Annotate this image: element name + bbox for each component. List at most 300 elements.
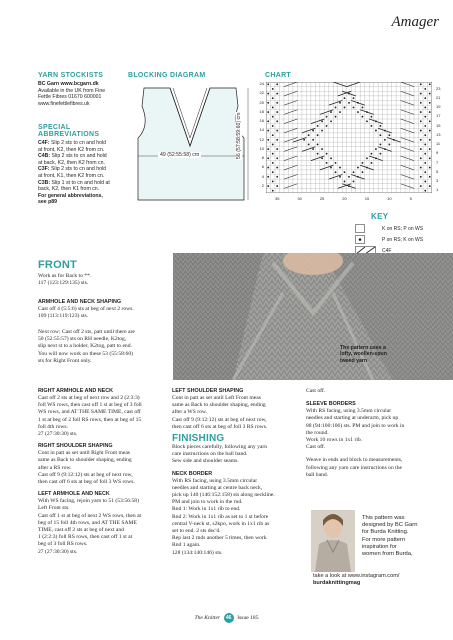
key-heading: KEY — [371, 212, 389, 221]
next-row-instructions — [38, 329, 170, 365]
purl-stitch — [429, 83, 431, 85]
chart-row-label: 24 — [259, 81, 264, 86]
left-armhole-heading: LEFT ARMHOLE AND NECK — [38, 491, 110, 498]
purl-stitch — [276, 120, 278, 122]
purl-stitch — [276, 83, 278, 85]
purl-stitch — [335, 171, 337, 173]
abbrev-text: Slip 1 st to cn and hold at — [50, 179, 110, 186]
purl-stitch — [272, 181, 274, 183]
purl-stitch — [424, 144, 426, 146]
purl-stitch — [344, 107, 346, 109]
neck-border-body — [172, 478, 307, 557]
text-line: the round. — [306, 429, 329, 436]
purl-stitch — [339, 176, 341, 178]
text-line: Work 10 rows in 1x1 rib. — [306, 437, 363, 444]
special-abbreviations — [38, 124, 130, 206]
text-line: You will now work on these 53 (55:58:60) — [38, 350, 133, 357]
chart-row-label: 16 — [259, 118, 264, 123]
chart-row-label: 17 — [436, 113, 441, 119]
purl-stitch — [380, 125, 382, 127]
purl-stitch — [267, 157, 269, 159]
text-line: 50 (52:55:57) sts on RH needle, K2tog, — [38, 336, 127, 343]
purl-stitch — [276, 157, 278, 159]
purl-stitch — [429, 185, 431, 187]
text-line: same as Back to shoulder shaping, ending — [172, 402, 266, 409]
purl-stitch — [272, 88, 274, 90]
chart-row-label: 2 — [261, 182, 264, 188]
chart-row-label: 14 — [259, 127, 264, 133]
purl-stitch — [424, 107, 426, 109]
purl-stitch — [267, 176, 269, 178]
purl-stitch — [357, 111, 359, 113]
purl-stitch — [335, 162, 337, 164]
purl-stitch — [357, 167, 359, 169]
key-symbol-blank — [355, 224, 377, 233]
purl-stitch — [424, 88, 426, 90]
text-line: 1 (2:2:3) foll RS rows, then cast off 1 st at — [38, 534, 133, 541]
right-shoulder-body — [38, 450, 168, 486]
purl-stitch — [272, 190, 274, 192]
text-line: 27 (27:30:30) sts. — [38, 548, 78, 555]
chart-row-label: 20 — [259, 99, 264, 105]
text-line: sts for Right Front only. — [38, 357, 92, 364]
purl-stitch — [380, 134, 382, 136]
abbrev-item — [38, 186, 130, 193]
text-line: Rnd 1: Work in 1x1 rib to end. — [172, 506, 241, 513]
purl-stitch — [330, 157, 332, 159]
purl-stitch — [388, 144, 390, 146]
text-line: 109 (113:119:123) sts. — [38, 313, 89, 320]
purl-stitch — [353, 107, 355, 109]
yarn-stockists — [38, 72, 128, 107]
text-line: foll 4th rows. — [38, 423, 68, 430]
purl-stitch — [420, 83, 422, 85]
text-line: Cast off 9 (9:12:12) sts at beg of next row, — [172, 416, 267, 423]
purl-stitch — [371, 116, 373, 118]
abbrev-text: Slip 2 sts to cn and hold — [49, 140, 107, 146]
yarn-stockists-heading: YARN STOCKISTS — [38, 72, 104, 79]
purl-stitch — [321, 157, 323, 159]
chart-col-label: 10 — [387, 196, 392, 201]
purl-stitch — [429, 93, 431, 95]
text-line: 128 (134:140:146) sts. — [172, 549, 223, 556]
purl-stitch — [312, 139, 314, 141]
chart-col-label: 30 — [297, 196, 302, 201]
cast-off-text: Cast off. — [306, 388, 326, 394]
text-line: 27 (27:30:30) sts. — [38, 431, 78, 438]
column-1 — [38, 388, 168, 556]
text-line: Cont in patt as set until Right Front meas — [38, 450, 130, 457]
purl-stitch — [267, 148, 269, 150]
purl-stitch — [380, 153, 382, 155]
purl-stitch — [353, 97, 355, 99]
promo-link — [313, 573, 453, 587]
text-line: This pattern was — [362, 515, 405, 521]
purl-stitch — [429, 120, 431, 122]
purl-stitch — [317, 125, 319, 127]
abbrev-item — [38, 153, 130, 160]
left-shoulder-body — [172, 395, 307, 431]
text-line: set to end. 2 sts dec'd. — [172, 528, 221, 535]
purl-stitch — [424, 181, 426, 183]
purl-stitch — [420, 185, 422, 187]
purl-stitch — [339, 167, 341, 169]
purl-stitch — [375, 130, 377, 132]
purl-stitch — [424, 190, 426, 192]
purl-stitch — [326, 116, 328, 118]
text-line: For more pattern — [362, 536, 406, 543]
purl-stitch — [348, 176, 350, 178]
abbrev-text: Slip 2 sts to cn and hold — [49, 166, 107, 173]
chart-row-label: 11 — [436, 141, 441, 147]
purl-stitch — [362, 171, 364, 173]
purl-stitch — [276, 102, 278, 104]
key-label: C4F — [382, 247, 392, 254]
abbrev-text: at front, K1, then K2 from cn. — [38, 172, 105, 179]
text-line: pick up 140 (146:152:158) sts along neckline. — [172, 492, 275, 499]
abbrev-item — [38, 147, 130, 154]
chart-row-label: 12 — [259, 136, 264, 142]
abbrev-key: C4F: — [38, 140, 50, 146]
text-line: Cast off 1 st at beg of next 2 WS rows, then at — [38, 512, 142, 519]
text-line: 88 (94:100:106) sts. PM and join to work in — [306, 422, 405, 429]
purl-stitch — [420, 167, 422, 169]
caption-line: tweed yarn — [340, 357, 368, 364]
chart-row-label: 18 — [259, 108, 264, 114]
purl-stitch — [424, 125, 426, 127]
key-item — [355, 234, 450, 245]
text-line: inspiration for — [362, 543, 397, 550]
front-intro-line: Work as for Back to **. — [38, 273, 92, 279]
purl-stitch — [388, 134, 390, 136]
yarn-line: www.finefettlefibres.uk — [38, 100, 90, 107]
purl-stitch — [267, 185, 269, 187]
purl-stitch — [420, 93, 422, 95]
footer-issue: Issue 185 — [237, 615, 259, 621]
purl-stitch — [344, 97, 346, 99]
page-footer — [0, 613, 453, 623]
purl-stitch — [353, 171, 355, 173]
chart-col-label: 35 — [274, 196, 280, 201]
purl-stitch — [312, 130, 314, 132]
text-line: central V-neck st, s2kpo, work in 1x1 rib as — [172, 520, 270, 527]
purl-stitch — [335, 107, 337, 109]
purl-stitch — [272, 144, 274, 146]
abbrev-text: back, K2, then K1 from cn. — [38, 186, 100, 193]
general-abbrev-note: see p89 — [38, 199, 58, 206]
promo-link-text: take a look at www.instagram.com/ — [313, 573, 400, 579]
purl-stitch — [267, 130, 269, 132]
purl-stitch — [344, 181, 346, 183]
right-armhole-body — [38, 395, 168, 438]
text-line: TIME, cast off 2 sts at beg of next and — [38, 527, 124, 534]
front-intro-line: 117 (123:129:135) sts. — [38, 280, 89, 287]
text-line: With RS facing, using 3.5mm circular — [306, 408, 392, 415]
purl-stitch — [420, 139, 422, 141]
chart-row-label: 19 — [436, 104, 441, 110]
purl-stitch — [420, 176, 422, 178]
chart-col-label: 20 — [342, 196, 347, 201]
text-line: Cast off 4 (5:5:6) sts at beg of next 2 rows. — [38, 306, 134, 312]
chart-col-labels — [266, 196, 432, 203]
key-item — [355, 223, 450, 234]
purl-stitch — [420, 130, 422, 132]
purl-stitch — [267, 83, 269, 85]
text-line: needles and starting at underarm, pick up — [306, 415, 399, 422]
text-line: Block pieces carefully, following any yarn — [172, 444, 268, 451]
purl-stitch — [429, 111, 431, 113]
abbrev-heading: SPECIAL — [38, 124, 71, 131]
purl-stitch — [267, 167, 269, 169]
purl-stitch — [424, 153, 426, 155]
text-line: beg of 3 foll RS rows. — [38, 541, 88, 548]
abbrev-item — [38, 180, 130, 187]
text-line: foll WS rows, then cast off 1 st at beg of 3 foll — [38, 402, 142, 409]
purl-stitch — [371, 162, 373, 164]
footer-page-number: 46 — [224, 613, 234, 623]
purl-stitch — [348, 102, 350, 104]
purl-stitch — [420, 111, 422, 113]
purl-stitch — [429, 130, 431, 132]
text-line: Cast off. — [306, 444, 326, 451]
column-3 — [306, 388, 446, 479]
purl-stitch — [276, 167, 278, 169]
purl-stitch — [276, 111, 278, 113]
purl-stitch — [424, 134, 426, 136]
abbrev-text: at front, K2, then K2 from cn. — [38, 146, 105, 153]
purl-stitch — [339, 102, 341, 104]
text-line: Cast off 9 (9:12:12) sts at beg of next row, — [38, 471, 133, 478]
text-line: With WS facing, rejoin yarn to 51 (53:56:58) — [38, 498, 139, 505]
yarn-line: Fettle Fibres 01670 600001 — [38, 94, 102, 101]
text-line: PM and join to work in the rnd. — [172, 499, 243, 506]
purl-stitch — [371, 153, 373, 155]
neck-border-heading: NECK BORDER — [172, 470, 213, 477]
text-line: same as Back to shoulder shaping, ending — [38, 457, 132, 464]
purl-stitch — [272, 107, 274, 109]
text-line: after a WS row. — [172, 409, 207, 416]
purl-stitch — [272, 125, 274, 127]
finishing-heading: FINISHING — [172, 433, 225, 445]
purl-stitch — [330, 167, 332, 169]
abbrev-key: C3F: — [38, 166, 50, 173]
key-symbol-dot — [355, 235, 377, 244]
purl-stitch — [420, 157, 422, 159]
abbrev-heading: ABBREVIATIONS — [38, 131, 100, 138]
page-title: Amager — [391, 14, 439, 30]
chart-row-label: 13 — [436, 131, 441, 137]
caption-line: lofty, woollen-spun — [340, 351, 387, 358]
purl-stitch — [424, 97, 426, 99]
chart-row-label: 3 — [436, 178, 439, 184]
chart-row-label: 5 — [436, 168, 439, 174]
purl-stitch — [317, 134, 319, 136]
text-line: 1 st at beg of 2 foll RS rows, then at beg of 15 — [38, 416, 142, 423]
promo-link-line — [313, 573, 453, 580]
text-line: slip next st to a holder, K2tog, patt to end. — [38, 343, 132, 350]
abbrev-text: at back, K2, then K2 from cn. — [38, 159, 105, 166]
column-2 — [172, 388, 307, 557]
left-shoulder-heading: LEFT SHOULDER SHAPING — [172, 388, 244, 394]
front-intro — [38, 273, 168, 287]
purl-stitch — [267, 120, 269, 122]
promo-text — [362, 515, 452, 558]
purl-stitch — [326, 153, 328, 155]
purl-stitch — [366, 157, 368, 159]
chart-row-label: 9 — [436, 150, 439, 156]
purl-stitch — [344, 171, 346, 173]
purl-stitch — [308, 134, 310, 136]
purl-stitch — [308, 144, 310, 146]
purl-stitch — [267, 93, 269, 95]
abbrev-key: C4B: — [38, 153, 51, 160]
purl-stitch — [276, 130, 278, 132]
text-line: Cast off 2 sts at beg of next row and 2 (2:3:3) — [38, 395, 140, 401]
text-line: Rnd 1 again. — [172, 542, 201, 549]
blocking-width-label: 49 (52:55:58) cm — [160, 152, 200, 158]
chart-row-label: 22 — [259, 90, 264, 96]
key-label: K on RS; P on WS — [382, 225, 424, 232]
front-heading: FRONT — [38, 259, 77, 271]
purl-stitch — [330, 111, 332, 113]
purl-stitch — [420, 120, 422, 122]
text-line: Rnd 2: Work in 1x1 rib as set to 1 st before — [172, 513, 269, 520]
purl-stitch — [321, 148, 323, 150]
purl-stitch — [276, 148, 278, 150]
purl-stitch — [326, 162, 328, 164]
purl-stitch — [424, 171, 426, 173]
weave-body — [306, 457, 446, 479]
sleeve-borders-heading: SLEEVE BORDERS — [306, 401, 356, 408]
chart-row-label: 23 — [436, 85, 441, 91]
text-line: Cont in patt as set until Left Front meas — [172, 395, 261, 401]
purl-stitch — [312, 148, 314, 150]
purl-stitch — [321, 120, 323, 122]
text-line: ball band. — [306, 471, 329, 478]
text-line: Left Front sts. — [38, 505, 70, 512]
key-label: P on RS; K on WS — [382, 236, 424, 243]
chart-row-label: 8 — [261, 155, 264, 160]
promo-link-line[interactable]: burdaknittingmag — [313, 580, 361, 586]
purl-stitch — [276, 185, 278, 187]
left-armhole-body — [38, 498, 168, 556]
abbrev-item — [38, 160, 130, 167]
purl-stitch — [375, 148, 377, 150]
purl-stitch — [335, 116, 337, 118]
purl-stitch — [362, 162, 364, 164]
text-line: With RS facing, using 3.5mm circular — [172, 477, 258, 484]
text-line: Sew side and shoulder seams. — [172, 458, 239, 465]
purl-stitch — [339, 111, 341, 113]
purl-stitch — [366, 120, 368, 122]
abbrev-item — [38, 140, 130, 147]
text-line: WS rows, and AT THE SAME TIME, cast off — [38, 409, 141, 416]
purl-stitch — [276, 176, 278, 178]
chart-heading: CHART — [265, 72, 291, 79]
right-armhole-heading: RIGHT ARMHOLE AND NECK — [38, 388, 114, 394]
purl-stitch — [384, 139, 386, 141]
purl-stitch — [362, 116, 364, 118]
purl-stitch — [424, 162, 426, 164]
purl-stitch — [380, 144, 382, 146]
text-line: care instructions on the ball band. — [172, 451, 248, 458]
purl-stitch — [429, 167, 431, 169]
text-line: Next row: Cast off 2 sts, patt until there are — [38, 329, 135, 335]
text-line: then cast off 6 sts at beg of foll 3 WS rows. — [38, 479, 135, 486]
abbrev-item — [38, 166, 130, 173]
yarn-line: Available in the UK from Fine — [38, 87, 106, 94]
purl-stitch — [429, 102, 431, 104]
purl-stitch — [276, 139, 278, 141]
purl-stitch — [330, 120, 332, 122]
right-shoulder-heading: RIGHT SHOULDER SHAPING — [38, 443, 113, 450]
purl-stitch — [303, 139, 305, 141]
armhole-neck-heading: ARMHOLE AND NECK SHAPING — [38, 299, 122, 305]
text-line: Weave in ends and block to measurements, — [306, 457, 403, 464]
abbrev-key: C3B: — [38, 179, 51, 186]
armhole-neck-body — [38, 306, 168, 320]
purl-stitch — [272, 171, 274, 173]
general-abbrev-note: For general abbreviations, — [38, 192, 103, 199]
purl-stitch — [267, 139, 269, 141]
chart-row-label: 10 — [259, 145, 264, 151]
blocking-height-label: 56 (57:58:59:60) cm — [236, 112, 242, 159]
text-line: for Burda Knitting. — [362, 529, 409, 536]
purl-stitch — [272, 162, 274, 164]
purl-stitch — [321, 130, 323, 132]
abbrev-text: Slip 2 sts to cn and hold — [50, 153, 107, 160]
purl-stitch — [276, 93, 278, 95]
purl-stitch — [272, 134, 274, 136]
chart-row-label: 7 — [436, 159, 439, 165]
blocking-diagram-heading: BLOCKING DIAGRAM — [128, 72, 206, 79]
purl-stitch — [420, 102, 422, 104]
text-line: women from Burda, — [362, 551, 413, 558]
purl-stitch — [429, 157, 431, 159]
chart-row-label: 21 — [436, 94, 441, 100]
abbrev-item — [38, 173, 130, 180]
purl-stitch — [371, 125, 373, 127]
purl-stitch — [267, 102, 269, 104]
purl-stitch — [317, 144, 319, 146]
purl-stitch — [267, 111, 269, 113]
purl-stitch — [429, 148, 431, 150]
designer-photo — [311, 510, 355, 572]
purl-stitch — [272, 153, 274, 155]
purl-stitch — [362, 107, 364, 109]
sleeve-borders-body — [306, 408, 446, 451]
purl-stitch — [424, 116, 426, 118]
chart-col-label: 25 — [319, 196, 325, 201]
purl-stitch — [326, 125, 328, 127]
footer-magazine: The Knitter — [194, 615, 221, 621]
chart-row-label: 15 — [436, 122, 441, 128]
text-line: needles and starting at centre back neck, — [172, 484, 263, 491]
purl-stitch — [429, 139, 431, 141]
chart-row-label: 6 — [261, 164, 264, 170]
finishing-body — [172, 444, 307, 466]
text-line: designed by BC Garn — [362, 522, 418, 529]
text-line: beg of 15 foll 4th rows, and AT THE SAME — [38, 519, 137, 526]
yarn-line: BC Garn www.bcgarn.dk — [38, 81, 99, 87]
chart-row-label: 4 — [261, 173, 264, 179]
purl-stitch — [272, 97, 274, 99]
purl-stitch — [420, 148, 422, 150]
text-line: then cast off 6 sts at beg of foll 3 RS rows. — [172, 423, 268, 430]
chart-row-label: 1 — [436, 187, 439, 193]
photo-caption — [340, 345, 420, 364]
purl-stitch — [429, 176, 431, 178]
